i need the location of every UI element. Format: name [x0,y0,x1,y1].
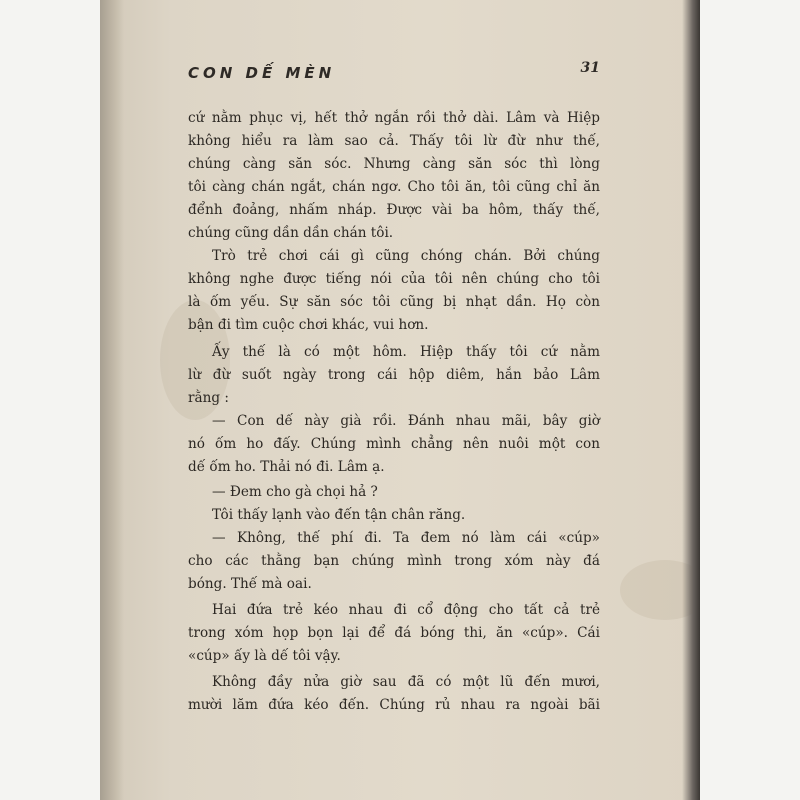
text-line: — Không, thế phí đi. Ta đem nó làm cái «cúp» [212,530,600,546]
text-line: cho các thằng bạn chúng mình trong xóm này đá [188,553,600,569]
text-line: đểnh đoảng, nhấm nháp. Được vài ba hôm, thấy thế, [188,202,600,218]
text-line: Ấy thế là có một hôm. Hiệp thấy tôi cứ nằm [212,344,600,360]
text-line: không nghe được tiếng nói của tôi nên chúng cho tôi [188,271,600,287]
text-line: chúng càng săn sóc. Nhưng càng săn sóc thì lòng [188,156,600,172]
text-line: Trò trẻ chơi cái gì cũng chóng chán. Bởi chúng [212,248,600,264]
text-line: — Đem cho gà chọi hả ? [212,484,378,500]
text-line: — Con dế này già rồi. Đánh nhau mãi, bây giờ [212,413,600,429]
text-line: tôi càng chán ngắt, chán ngơ. Cho tôi ăn, tôi cũng chỉ ăn [188,179,600,195]
text-line: nó ốm ho đấy. Chúng mình chẳng nên nuôi một con [188,436,600,452]
page-gutter-shadow [100,0,124,800]
text-line: Không đầy nửa giờ sau đã có một lũ đến mươi, [212,674,600,690]
text-line: Tôi thấy lạnh vào đến tận chân răng. [212,507,466,523]
text-line: trong xóm họp bọn lại để đá bóng thi, ăn «cúp». Cái [188,625,600,641]
text-line: mười lăm đứa kéo đến. Chúng rủ nhau ra ngoài bãi [188,697,600,713]
text-line: «cúp» ấy là dế tôi vậy. [188,648,341,664]
text-line: không hiểu ra làm sao cả. Thấy tôi lừ đừ như thế, [188,133,600,149]
text-line: bóng. Thế mà oai. [188,576,312,592]
text-line: chúng cũng dần dần chán tôi. [188,225,394,241]
text-line: lừ đừ suốt ngày trong cái hộp diêm, hắn bảo Lâm [188,367,600,383]
text-line: là ốm yếu. Sự săn sóc tôi cũng bị nhạt dần. Họ còn [188,294,600,310]
text-line: bận đi tìm cuộc chơi khác, vui hơn. [188,317,429,333]
page-header [188,58,600,88]
page-number: 31 [580,60,600,76]
page-edge-shadow [682,0,700,800]
running-title: CON DẾ MÈN [188,64,336,82]
text-line: dế ốm ho. Thải nó đi. Lâm ạ. [188,459,385,475]
text-line: cứ nằm phục vị, hết thở ngắn rồi thở dài. Lâm và Hiệp [188,110,600,126]
text-line: rằng : [188,390,229,406]
text-line: Hai đứa trẻ kéo nhau đi cổ động cho tất cả trẻ [212,602,600,618]
